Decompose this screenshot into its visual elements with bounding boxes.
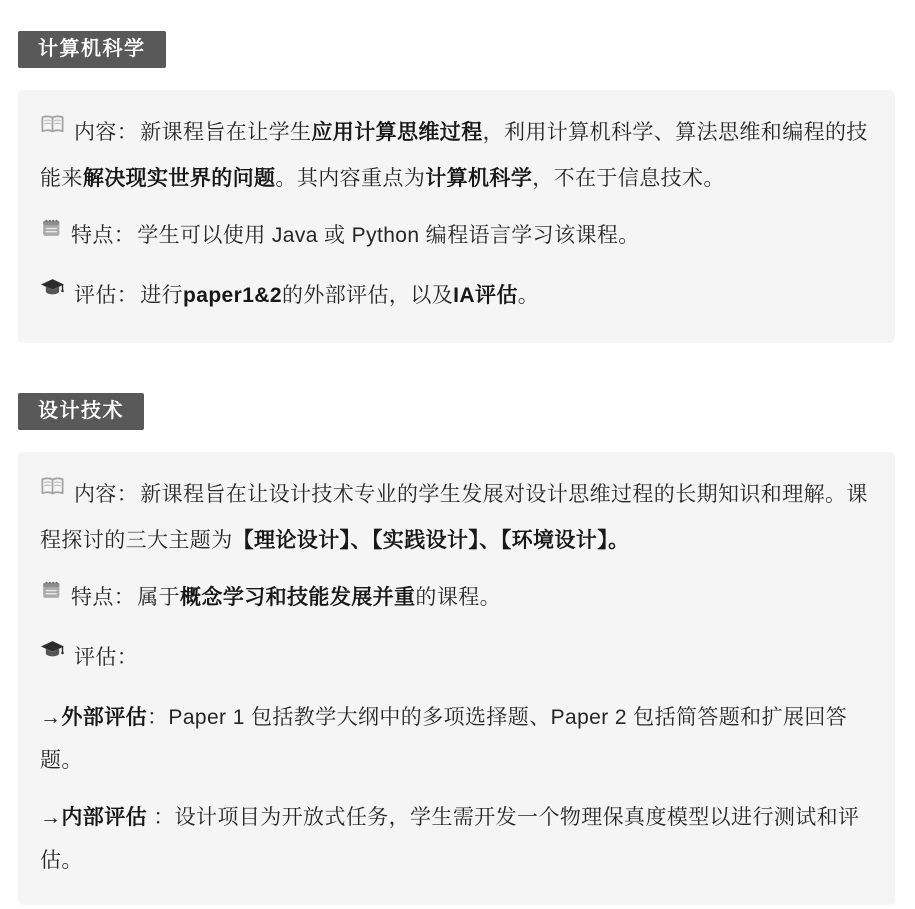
ledger-icon (40, 217, 62, 260)
text-segment: ，利用计算机科学、算法思维和编程的技能来 (40, 121, 868, 190)
text-segment: paper1&2 (183, 284, 282, 307)
text-segment: 。其内容重点为 (275, 167, 426, 190)
assessment-detail-paragraph (40, 796, 871, 882)
course-item-paragraph (40, 473, 871, 562)
course-item-paragraph (40, 111, 871, 200)
text-segment: 属于 (137, 586, 181, 609)
item-label: 内容： (74, 483, 139, 506)
course-item-paragraph (40, 636, 871, 682)
text-segment: 的课程。 (415, 586, 502, 609)
text-segment: 内部评估 (61, 806, 154, 829)
text-segment: ，不在于信息技术。 (532, 167, 725, 190)
course-section (18, 393, 895, 905)
text-segment: 解决现实世界的问题 (82, 167, 276, 190)
text-segment: 学生可以使用 Java 或 Python 编程语言学习该课程。 (137, 224, 640, 247)
text-segment: 外部评估 (61, 706, 148, 729)
text-segment: 进行 (140, 284, 184, 307)
course-card (18, 452, 895, 905)
text-segment: IA评估 (453, 284, 518, 307)
text-segment: 新课程旨在让学生 (140, 121, 312, 144)
text-segment: 应用计算思维过程 (311, 121, 483, 144)
section-badge: 设计技术 (18, 393, 144, 430)
text-segment: 计算机科学 (425, 167, 533, 190)
course-item-paragraph (40, 576, 871, 622)
text-segment: → (40, 706, 62, 729)
text-segment: 的外部评估，以及 (281, 284, 454, 307)
text-segment: ：Paper 1 包括教学大纲中的多项选择题、Paper 2 包括简答题和扩展回答题。 (40, 706, 848, 772)
open-book-icon (40, 114, 65, 157)
assessment-detail-paragraph (40, 696, 871, 782)
open-book-icon (40, 476, 65, 519)
course-item-paragraph (40, 214, 871, 260)
course-item-paragraph (40, 274, 871, 320)
item-label: 内容： (74, 121, 139, 144)
item-label: 评估： (74, 646, 139, 669)
text-segment: → (40, 806, 62, 829)
text-segment: 新课程旨在让设计技术专业的学生发展对设计思维过程的长期知识和理解。课程探讨的三大主题为 (40, 483, 868, 552)
text-segment: 概念学习和技能发展并重 (180, 586, 416, 609)
item-label: 特点： (71, 224, 136, 247)
text-segment: ：设计项目为开放式任务，学生需开发一个物理保真度模型以进行测试和评估。 (40, 806, 860, 872)
ledger-icon (40, 579, 62, 622)
graduation-cap-icon (40, 277, 65, 320)
item-label: 特点： (71, 586, 136, 609)
course-card (18, 90, 895, 343)
course-section (18, 31, 895, 343)
item-label: 评估： (74, 284, 139, 307)
section-badge: 计算机科学 (18, 31, 166, 68)
graduation-cap-icon (40, 639, 65, 682)
text-segment: 。 (517, 284, 540, 307)
text-segment: 【理论设计】、【实践设计】、【环境设计】。 (232, 529, 630, 552)
